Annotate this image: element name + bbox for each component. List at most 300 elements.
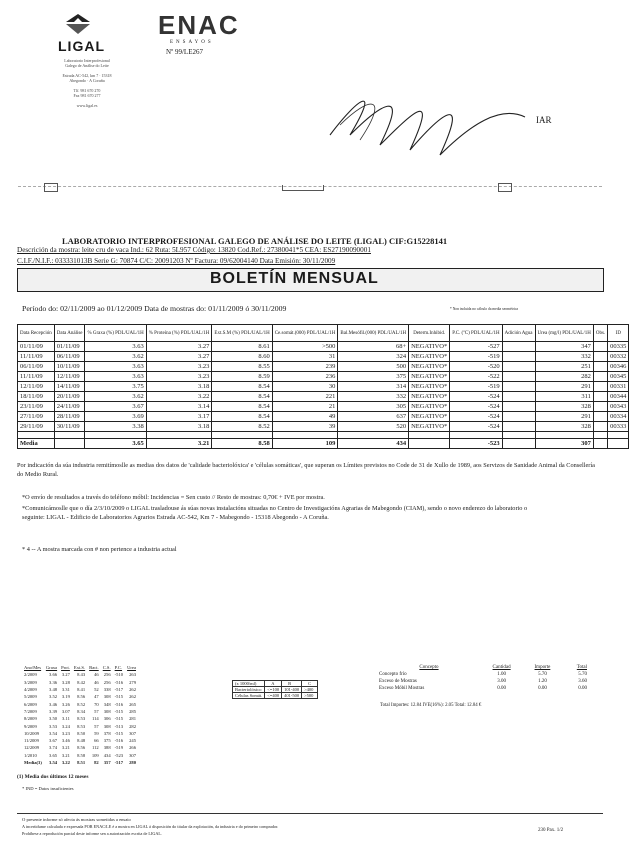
history-cell: 3.46 [49,701,58,707]
col-header: Data Análise [54,325,85,342]
history-row [22,693,138,700]
table-cell: 11/11/09 [18,372,55,382]
history-cell: 3.26 [61,701,70,707]
signature-scribble-icon [320,75,540,165]
history-cell: 308 [103,723,111,729]
history-cell: -516 [114,679,124,685]
history-note-2: * IND = Datos insuficientes [22,786,74,791]
table-cell: 06/11/09 [18,362,55,372]
table-cell: 8.54 [212,402,272,412]
enac-number: Nº 99/LE267 [166,48,203,56]
history-cell: -510 [114,672,124,678]
table-cell [593,362,607,372]
table-cell: 375 [338,372,409,382]
history-cell: 434 [103,752,111,758]
table-cell: 3.62 [85,392,146,402]
page-title: LABORATORIO INTERPROFESIONAL GALEGO DE ANÁLISE DO LEITE (LIGAL) CIF:G15228141 [62,236,448,246]
table-cell: 324 [338,352,409,362]
media-cell [54,439,85,449]
table-cell: 3.23 [146,362,212,372]
history-cell: 348 [103,701,111,707]
table-cell: 18/11/09 [18,392,55,402]
description-line: Descrición da mostra: leite cru de vaca Ind.: 62 Ruta: 5L957 Código: 13820 Cod.Ref.: 27380041*5 CEA: ES27190090001 [17,246,371,254]
table-cell: 00331 [608,382,629,392]
table-cell: 30 [272,382,338,392]
signature-label: IAR [536,115,552,125]
table-cell: 00335 [608,342,629,352]
table-cell: 3.18 [146,382,212,392]
history-cell: 282 [129,723,136,729]
history-media-cell: 82 [94,760,99,765]
table-cell: -524 [450,402,502,412]
table-cell: 10/11/09 [54,362,85,372]
page-number: 230 Pax. 1/2 [538,828,564,833]
table-cell: NEGATIVO* [409,392,450,402]
table-cell [593,342,607,352]
classification-header-row: (x 1000/ml) A B C [233,681,318,687]
history-cell: 3.21 [61,745,70,751]
col-header: % Graxa (%) PDL/UAL/1H [85,325,146,342]
table-cell: 8.54 [212,392,272,402]
media-cell: 109 [272,439,338,449]
col-header: Data Recepción [18,325,55,342]
history-cell: 8.53 [77,723,86,729]
media-cell [593,439,607,449]
table-cell: 328 [535,422,593,432]
table-cell: NEGATIVO* [409,402,450,412]
table-cell: NEGATIVO* [409,372,450,382]
history-cell: 8/2009 [24,716,37,722]
table-cell: 314 [338,382,409,392]
history-cell: 3.52 [49,694,58,700]
table-cell: 24/11/09 [54,402,85,412]
table-row [18,402,629,412]
table-cell: 01/11/09 [54,342,85,352]
history-cell: 3.66 [49,672,58,678]
footer-line-2: A incertidume calculada e expresada POR ENAC/LE é a mostra en LIGAL á disposición do titular da explotación, da industria e do primeiro comprador. [22,824,279,829]
history-cell: 3.36 [49,679,58,685]
table-cell: 8.52 [212,422,272,432]
history-note-1: (1) Media dos últimos 12 meses [17,774,89,780]
table-spacer-row [18,432,629,439]
table-cell: 3.17 [146,412,212,422]
table-cell: 00333 [608,422,629,432]
history-cell: 8.43 [77,672,86,678]
table-cell: 251 [535,362,593,372]
col-header: P.C. (ºC) PDL/UAL/1H [450,325,502,342]
table-row [18,392,629,402]
billing-row: Exceso Móbil Mostras 0.00 0.00 0.00 [379,686,587,691]
history-row [22,679,138,686]
history-header-row: Ano/Mes Graxa Prot. Ext.S. Bact. C.S. P.C. Urea [24,665,136,671]
table-cell: 328 [535,402,593,412]
history-row [22,686,138,693]
history-cell: 8.58 [77,752,86,758]
media-cell [502,439,535,449]
table-cell: 00334 [608,412,629,422]
history-cell: 307 [129,752,136,758]
table-cell [593,412,607,422]
history-cell: 9/2009 [24,723,37,729]
history-cell: -523 [114,752,124,758]
history-cell: 3.07 [61,708,70,714]
history-cell: 3.48 [49,687,58,693]
history-cell: 10/2009 [24,730,40,736]
history-cell: -515 [114,730,124,736]
table-cell [593,352,607,362]
table-cell [502,392,535,402]
history-cell: 8.41 [77,687,86,693]
table-cell: 3.69 [85,412,146,422]
media-cell: -523 [450,439,502,449]
table-cell: 68+ [338,342,409,352]
ligal-logo-icon [60,12,96,36]
table-cell [593,392,607,402]
history-cell: -517 [114,687,124,693]
table-cell: 3.27 [146,342,212,352]
table-cell: 8.55 [212,362,272,372]
table-cell [593,372,607,382]
table-cell: NEGATIVO* [409,422,450,432]
table-cell: 305 [338,402,409,412]
table-cell: 28/11/09 [54,412,85,422]
history-cell: 281 [129,716,136,722]
table-cell: NEGATIVO* [409,412,450,422]
table-cell: 311 [535,392,593,402]
col-header: Ce.somát.(000) PDL/UAL/1H [272,325,338,342]
billing-table [378,664,588,692]
history-cell: 3/2009 [24,679,37,685]
enac-sub: ENSAYOS [170,40,214,45]
history-cell: 279 [129,679,136,685]
history-cell: 12/2009 [24,745,40,751]
history-cell: 114 [91,716,99,722]
history-cell: 307 [129,730,136,736]
media-row [18,439,629,449]
history-row [22,700,138,707]
table-cell: 00344 [608,392,629,402]
history-cell: -516 [114,738,124,744]
history-cell: 3.21 [61,752,70,758]
history-cell: 8.53 [77,716,86,722]
history-cell: 8.52 [77,701,86,707]
history-cell: 46 [94,679,99,685]
fold-mark-right [498,183,512,192]
history-cell: 8.50 [77,730,86,736]
history-cell: 3.11 [62,716,70,722]
history-cell: 375 [103,738,111,744]
periodo-line: Período do: 02/11/2009 ao 01/12/2009 Data de mostras do: 01/11/2009 ó 30/11/2009 [22,304,287,313]
history-cell: 3.74 [49,745,58,751]
table-cell: 221 [272,392,338,402]
media-cell: 434 [338,439,409,449]
table-cell: 27/11/09 [18,412,55,422]
history-cell: -515 [114,716,124,722]
history-cell: -513 [114,723,124,729]
table-cell: 239 [272,362,338,372]
history-cell: 3.65 [49,752,58,758]
table-cell: 8.54 [212,412,272,422]
history-media-cell: 8.51 [77,760,86,765]
table-cell: 3.23 [146,372,212,382]
table-cell: -524 [450,412,502,422]
billing-header-row: Concepto Cantidad Importe Total [419,665,587,670]
table-cell: 332 [535,352,593,362]
table-cell: 3.27 [146,352,212,362]
history-row [22,671,138,678]
col-header: % Proteína (%) PDL/UAL/1H [146,325,212,342]
history-cell: 3.19 [61,694,70,700]
table-cell [502,412,535,422]
classification-table [232,680,318,699]
history-cell: 3.46 [61,738,70,744]
history-cell: 109 [91,752,99,758]
para-indicacion: Por indicación da súa industria remitímoslle as medias dos datos de 'calidade bacteriolóxica' e 'células somáticas', que superan os Límites previstos no Code de 31 de Xullo de 1989, aos Servizos de Sanidade Animal da Consellería do Medio Rural. [17,462,595,478]
history-media-cell: 3.22 [61,760,70,765]
table-cell [593,382,607,392]
table-cell: 00346 [608,362,629,372]
table-cell: 3.75 [85,382,146,392]
history-row [22,744,138,751]
history-cell: 52 [94,687,99,693]
billing-totals: Total Importes: 12.84 IVE(16%): 2.05 Total: 12.84 € [380,703,482,708]
history-cell: 8.34 [77,708,86,714]
table-cell [593,422,607,432]
col-header: Urea (mg/l) PDL/UAL/1H [535,325,593,342]
table-cell [502,382,535,392]
table-cell: 23/11/09 [18,402,55,412]
table-cell: 8.54 [212,382,272,392]
history-cell: 57 [94,723,99,729]
history-cell: 8.56 [77,694,86,700]
history-cell: 262 [129,694,136,700]
table-cell: 282 [535,372,593,382]
table-cell: 11/11/09 [18,352,55,362]
table-cell: -524 [450,392,502,402]
history-cell: 1/2010 [24,752,37,758]
history-cell: -516 [114,701,124,707]
col-header: ID [608,325,629,342]
table-cell: 500 [338,362,409,372]
table-cell: 06/11/09 [54,352,85,362]
nif-line: C.I.F./N.I.F.: 033331013B Serie G: 70874 C/C: 20091203 Nº Factura: 09/62004140 Data Emisión: 30/11/2009 [17,257,336,265]
table-row [18,422,629,432]
table-cell: 49 [272,412,338,422]
history-cell: 70 [94,701,99,707]
table-cell: NEGATIVO* [409,342,450,352]
footer-line-1: O presente informe só afecta ás mostras sometidas a ensaio [22,817,131,822]
history-cell: 59 [94,730,99,736]
table-row [18,362,629,372]
table-cell: 3.18 [146,422,212,432]
history-cell: -519 [114,745,124,751]
table-cell: -522 [450,372,502,382]
table-cell: 3.62 [85,352,146,362]
media-cell: 3.65 [85,439,146,449]
history-cell: 3.67 [49,738,58,744]
history-cell: 266 [129,745,136,751]
table-cell [502,372,535,382]
table-cell: 3.67 [85,402,146,412]
history-cell: 8.48 [77,738,86,744]
history-cell: 378 [103,730,111,736]
table-cell: 291 [535,412,593,422]
col-header: Bal.Mesófil.(000) PDL/UAL/1H [338,325,409,342]
table-cell: 3.63 [85,362,146,372]
table-cell [502,402,535,412]
col-header: Determ.Inhibid. [409,325,450,342]
table-cell: 8.59 [212,372,272,382]
history-row [22,737,138,744]
periodo-note: * Non incluida no cálculo da media xeométrica [450,307,518,311]
history-cell: 112 [91,745,99,751]
billing-row: Concepto frío 1.00 5.70 5.70 [379,672,587,677]
history-cell: 3.23 [61,730,70,736]
table-cell [502,352,535,362]
history-cell: 57 [94,708,99,714]
history-cell: 308 [103,694,111,700]
history-media-cell: -517 [114,760,124,765]
fold-mark-center [282,185,324,191]
table-cell: 14/11/09 [54,382,85,392]
history-row [22,752,138,759]
history-cell: 3.31 [61,687,70,693]
table-cell: 3.38 [85,422,146,432]
table-cell: 332 [338,392,409,402]
col-header: Ext.S.M (%) PDL/UAL/1H [212,325,272,342]
history-cell: 5/2009 [24,694,37,700]
table-cell: -527 [450,342,502,352]
table-cell: 01/11/09 [18,342,55,352]
table-cell: 3.63 [85,372,146,382]
table-cell: 12/11/09 [54,372,85,382]
history-cell: 6/2009 [24,701,37,707]
table-cell: NEGATIVO* [409,382,450,392]
table-cell: -524 [450,422,502,432]
boletin-banner [17,268,604,292]
media-cell [409,439,450,449]
table-cell: -520 [450,362,502,372]
table-cell: 00343 [608,402,629,412]
footer-rule [17,813,603,814]
fold-mark-left [44,183,58,192]
ligal-logo [60,12,96,36]
table-cell: 520 [338,422,409,432]
enac-logo-text: ENAC [158,10,240,40]
history-cell: 308 [103,708,111,714]
table-cell: 39 [272,422,338,432]
table-cell: 3.14 [146,402,212,412]
classification-row: Células Somát. <=400 401-500 >500 [233,693,318,699]
classification-row: Bacteriolóxico <=100 101-400 >400 [233,687,318,693]
table-cell: 3.22 [146,392,212,402]
table-cell: 12/11/09 [18,382,55,392]
para-traslado: *Comunicámoslle que o día 2/3/10/2009 o LIGAL trasladouse ás súas novas instalacións situadas no Centro de Investigacións Agrarias de Mabegondo (CIAM), sendo o novo enderezo do laboratorio o seguinte: LIGAL - Edificio de Laboratorios Agrarios Estrada AC-542, Km 7 - Mabegondo - 15318 Abegondo - A Coruña. [22,505,528,521]
media-cell: 307 [535,439,593,449]
history-cell: 11/2009 [24,738,39,744]
history-cell: 3.50 [49,716,58,722]
table-cell: 00332 [608,352,629,362]
history-media-row: Media(3) 3.54 3.22 8.51 82 357 -517 280 [24,760,136,765]
history-cell: 245 [129,738,136,744]
history-cell: 66 [94,738,99,744]
history-media-cell: 280 [129,760,136,765]
history-media-cell: 357 [103,760,111,765]
table-cell: NEGATIVO* [409,352,450,362]
history-cell: -515 [114,708,124,714]
results-header-row [18,325,629,342]
table-row [18,372,629,382]
history-cell: 3.54 [49,730,58,736]
history-row [22,730,138,737]
history-cell: -515 [114,694,124,700]
table-cell: 30/11/09 [54,422,85,432]
history-cell: 3.27 [61,672,70,678]
table-cell: 8.61 [212,342,272,352]
history-cell: 265 [129,701,136,707]
table-cell: 3.63 [85,342,146,352]
table-cell: 31 [272,352,338,362]
history-cell: 3.39 [49,708,58,714]
history-cell: 3.24 [61,723,70,729]
billing-row: Exceso de Mostras 3.00 1.20 3.60 [379,679,587,684]
table-cell: NEGATIVO* [409,362,450,372]
table-cell: 347 [535,342,593,352]
table-row [18,382,629,392]
media-cell [608,439,629,449]
signature [320,75,540,165]
table-row [18,412,629,422]
history-cell: 46 [94,672,99,678]
media-cell: 3.21 [146,439,212,449]
history-cell: 306 [103,716,111,722]
table-row [18,342,629,352]
history-cell: 3.28 [61,679,70,685]
table-cell [593,402,607,412]
history-cell: 285 [129,708,136,714]
col-header: Obs. [593,325,607,342]
table-cell: 8.60 [212,352,272,362]
table-cell: 236 [272,372,338,382]
history-cell: 263 [129,672,136,678]
table-cell: 291 [535,382,593,392]
table-cell: 00345 [608,372,629,382]
history-cell: 388 [103,745,111,751]
history-row [22,722,138,729]
history-media-cell: 3.54 [49,760,58,765]
history-cell: 4/2009 [24,687,37,693]
history-cell: 47 [94,694,99,700]
ligal-logo-text: LIGAL [58,38,105,54]
history-cell: 338 [103,687,111,693]
media-cell: 8.58 [212,439,272,449]
ligal-address-block: Laboratorio Interprofesional Galego de Análise do Leite Estrada AC-542, km 7 · 15318 Abegondo · A Coruña Tlf. 981 670 270 Fax 981 670 277 www.ligal.es [62,58,112,108]
table-cell [502,342,535,352]
table-cell: 637 [338,412,409,422]
history-cell: 8.56 [77,745,86,751]
results-table [17,324,629,449]
table-cell [502,422,535,432]
history-table [22,664,138,766]
table-cell: 21 [272,402,338,412]
history-cell: 256 [103,672,111,678]
history-cell: 2/2009 [24,672,37,678]
history-row [22,715,138,722]
history-cell: 256 [103,679,111,685]
table-cell: -519 [450,352,502,362]
table-row [18,352,629,362]
footer-line-3: Prohíbese a reprodución parcial deste informe sen a autorización escrita de LIGAL. [22,831,162,836]
